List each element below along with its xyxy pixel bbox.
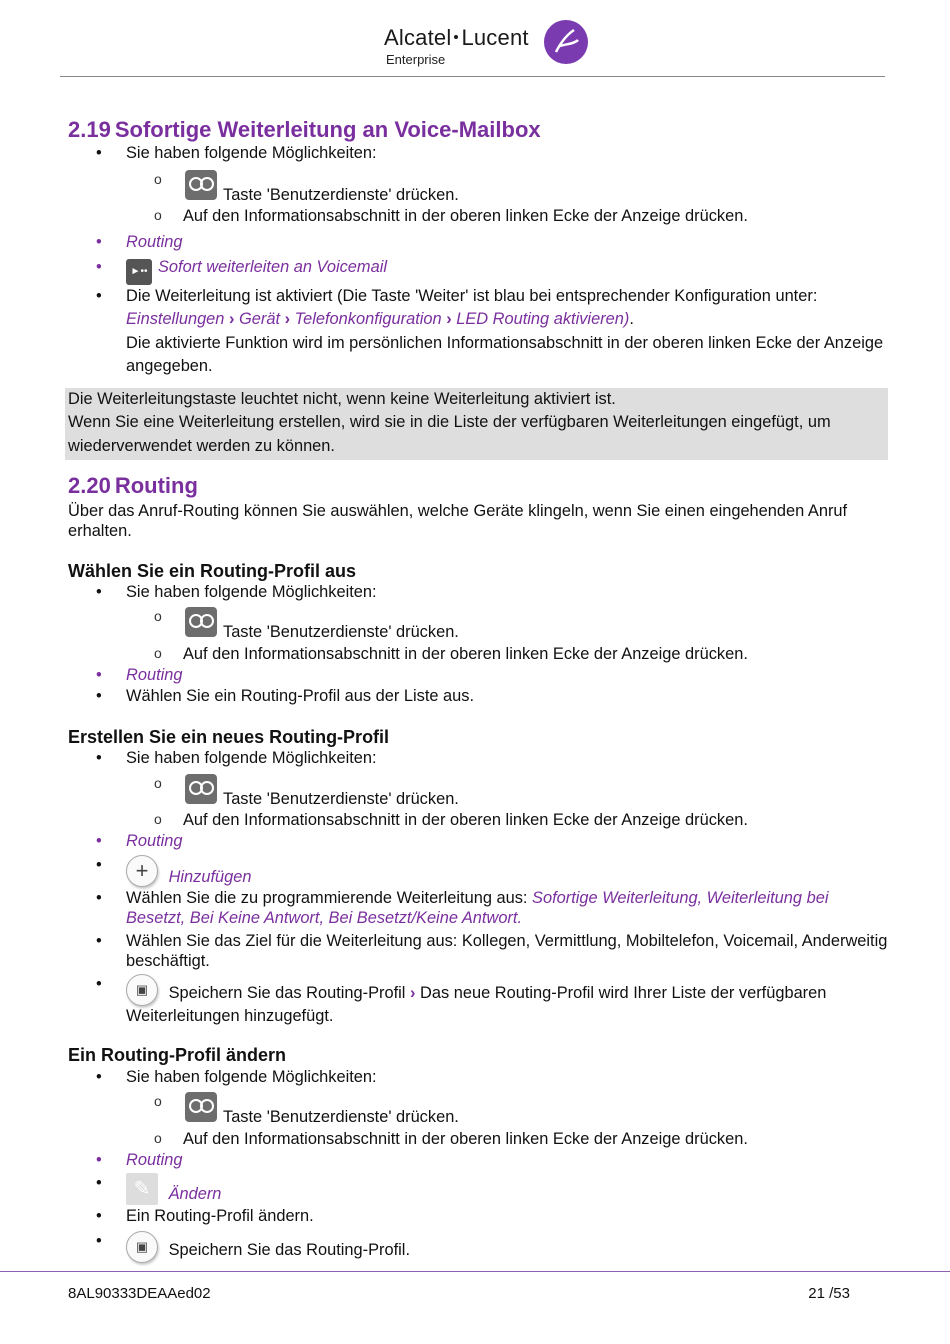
user-services-icon <box>185 1092 217 1122</box>
list-item: o Taste 'Benutzerdienste' drücken. <box>68 170 888 206</box>
routing-link[interactable]: Routing <box>126 232 183 251</box>
list-item: • ▣ Speichern Sie das Routing-Profil. <box>68 1231 888 1263</box>
add-link[interactable]: Hinzufügen <box>168 867 252 886</box>
list-item: o Taste 'Benutzerdienste' drücken. <box>68 774 888 810</box>
routing-link[interactable]: Routing <box>126 832 183 851</box>
list-item: • Die Weiterleitung ist aktiviert (Die Taste 'Weiter' ist blau bei entsprechender Konfiguration unter: Einstellungen › Gerät › Telefonkonfiguration › LED Routing aktivieren). Die aktivierte Funktion wird im persönlichen Informationsabschnitt in der oberen linken Ecke der Anzeige angegeben. <box>68 285 888 378</box>
brand-sub: Enterprise <box>386 52 446 67</box>
voicemail-forward-icon: ►•• <box>126 259 152 285</box>
add-icon[interactable]: + <box>126 855 158 887</box>
logo-mark-icon <box>544 20 588 64</box>
list-item: • Wählen Sie ein Routing-Profil aus der Liste aus. <box>68 686 888 707</box>
list-item <box>68 1150 888 1171</box>
routing-intro: Über das Anruf-Routing können Sie auswählen, welche Geräte klingeln, wenn Sie einen eingehenden Anruf erhalten. <box>68 501 848 541</box>
list-item: • Sie haben folgende Möglichkeiten: <box>68 748 888 769</box>
alcatel-lucent-logo <box>384 20 594 72</box>
section-heading-2-19: 2.19 Sofortige Weiterleitung an Voice-Mailbox <box>68 117 541 142</box>
path-phone-config: Telefonkonfiguration <box>294 310 442 329</box>
list-item: • ▣ Speichern Sie das Routing-Profil › Das neue Routing-Profil wird Ihrer Liste der verfügbaren Weiterleitungen hinzugefügt. <box>68 974 888 1027</box>
list-item <box>68 232 888 253</box>
routing-link[interactable]: Routing <box>126 1150 183 1169</box>
list-item <box>68 855 888 888</box>
info-note: Die Weiterleitungstaste leuchtet nicht, wenn keine Weiterleitung aktiviert ist. Wenn Sie eine Weiterleitung erstellen, wird sie in die Liste der verfügbaren Weiterleitungen eingefügt, um wiederverwendet werden zu können. <box>65 388 888 460</box>
page-content <box>68 116 888 1263</box>
subheading-create-profile: Erstellen Sie ein neues Routing-Profil <box>68 726 390 747</box>
path-device: Gerät <box>239 310 281 329</box>
user-services-icon <box>185 607 217 637</box>
list-item: o Auf den Informationsabschnitt in der oberen linken Ecke der Anzeige drücken. <box>68 644 888 665</box>
list-item: • Wählen Sie die zu programmierende Weiterleitung aus: Sofortige Weiterleitung, Weiterleitung bei Besetzt, Bei Keine Antwort, Bei Besetzt/Keine Antwort. <box>68 888 888 929</box>
forward-voicemail-link[interactable]: Sofort weiterleiten an Voicemail <box>158 257 387 276</box>
list-item: o Taste 'Benutzerdienste' drücken. <box>68 1092 888 1128</box>
list-item <box>68 665 888 686</box>
list-item: o Auf den Informationsabschnitt in der oberen linken Ecke der Anzeige drücken. <box>68 206 888 227</box>
list-item <box>68 257 888 285</box>
list-item: o Auf den Informationsabschnitt in der oberen linken Ecke der Anzeige drücken. <box>68 810 888 831</box>
list-item: o Taste 'Benutzerdienste' drücken. <box>68 607 888 643</box>
list-item: • Sie haben folgende Möglichkeiten: <box>68 143 888 164</box>
footer-divider <box>0 1271 950 1272</box>
edit-link[interactable]: Ändern <box>168 1185 222 1204</box>
subheading-select-profile: Wählen Sie ein Routing-Profil aus <box>68 560 357 581</box>
section-heading-2-20: 2.20 Routing <box>68 472 198 498</box>
list-item <box>68 1173 888 1205</box>
user-services-icon <box>185 774 217 804</box>
list-item: • Sie haben folgende Möglichkeiten: <box>68 582 888 603</box>
list-item <box>68 831 888 852</box>
document-id: 8AL90333DEAAed02 <box>68 1285 211 1302</box>
page-number: 21 /53 <box>808 1285 850 1302</box>
edit-icon[interactable]: ✎ <box>126 1173 158 1205</box>
list-item: • Sie haben folgende Möglichkeiten: <box>68 1067 888 1088</box>
header-divider <box>60 76 885 77</box>
path-led-routing: LED Routing aktivieren) <box>456 310 630 329</box>
user-services-icon <box>185 170 217 200</box>
save-icon[interactable]: ▣ <box>126 974 158 1006</box>
routing-link[interactable]: Routing <box>126 666 183 685</box>
subheading-edit-profile: Ein Routing-Profil ändern <box>68 1045 286 1066</box>
list-item: • Wählen Sie das Ziel für die Weiterleitung aus: Kollegen, Vermittlung, Mobiltelefon, Voicemail, Anderweitig beschäftigt. <box>68 931 888 972</box>
save-icon[interactable]: ▣ <box>126 1231 158 1263</box>
list-item: • Ein Routing-Profil ändern. <box>68 1206 888 1227</box>
list-item: o Auf den Informationsabschnitt in der oberen linken Ecke der Anzeige drücken. <box>68 1129 888 1150</box>
brand-name: Alcatel Lucent <box>384 25 529 50</box>
path-settings: Einstellungen <box>126 310 225 329</box>
